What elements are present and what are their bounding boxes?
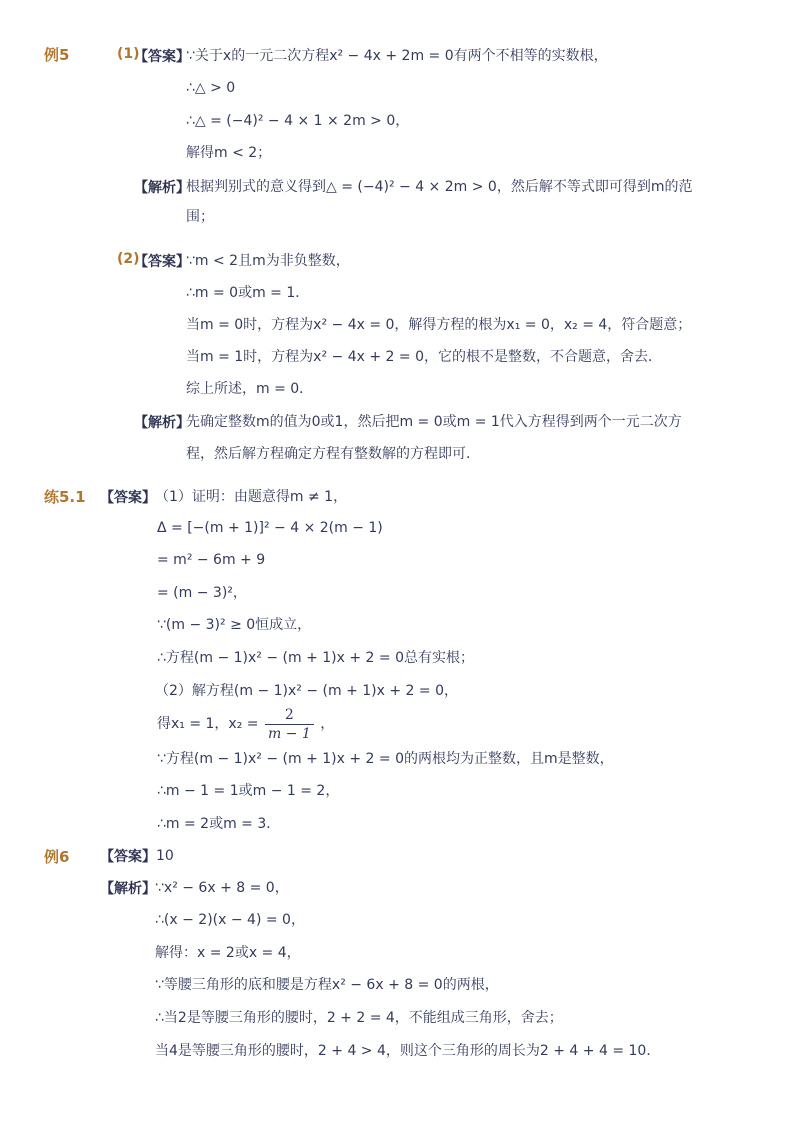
practice-line-2: Δ = [−(m + 1)]² − 4 × 2(m − 1) [157, 520, 383, 536]
ex5-p1-answer-line-4: 解得m < 2； [186, 145, 272, 161]
ex5-p2-answer-line-3: 当m = 0时，方程为x² − 4x = 0，解得方程的根为x₁ = 0，x₂ = 4，符合题意； [186, 317, 692, 333]
answer-tag: 【答案】 [134, 254, 190, 270]
practice-line-8-suffix: ， [320, 716, 335, 732]
analysis-tag: 【解析】 [134, 180, 190, 196]
answer-tag: 【答案】 [134, 49, 190, 65]
answer-tag: 【答案】 [100, 490, 156, 506]
ex6-line-6: 当4是等腰三角形的腰时，2 + 4 > 4，则这个三角形的周长为2 + 4 + 4 = 10． [155, 1043, 661, 1059]
practice-line-1: （1）证明：由题意得m ≠ 1， [155, 489, 348, 505]
ex5-p1-analysis-line-1: 根据判别式的意义得到△ = (−4)² − 4 × 2m > 0，然后解不等式即可得到m的范 [186, 179, 693, 195]
practice-line-6: ∴方程(m − 1)x² − (m + 1)x + 2 = 0总有实根； [157, 650, 474, 666]
practice-line-7: （2）解方程(m − 1)x² − (m + 1)x + 2 = 0， [155, 683, 458, 699]
practice-5-1-label: 练5.1 [44, 488, 86, 506]
ex5-p2-analysis-line-2: 程，然后解方程确定方程有整数解的方程即可． [186, 446, 480, 462]
ex5-p2-answer-line-4: 当m = 1时，方程为x² − 4x + 2 = 0，它的根不是整数，不合题意，舍去． [186, 349, 662, 365]
ex6-line-1: ∵x² − 6x + 8 = 0， [155, 880, 289, 896]
analysis-tag: 【解析】 [100, 881, 156, 897]
analysis-tag: 【解析】 [134, 415, 190, 431]
ex5-p1-answer-line-2: ∴△ > 0 [186, 80, 236, 96]
part-1-label: (1) [117, 46, 140, 62]
ex6-line-2: ∴(x − 2)(x − 4) = 0， [155, 912, 305, 928]
practice-line-8 [157, 704, 334, 744]
answer-tag: 【答案】 [100, 849, 156, 865]
example-6-label: 例6 [44, 848, 70, 866]
ex6-line-4: ∵等腰三角形的底和腰是方程x² − 6x + 8 = 0的两根， [155, 977, 499, 993]
part-2-label: (2) [117, 251, 140, 267]
practice-line-10: ∴m − 1 = 1或m − 1 = 2， [157, 783, 340, 799]
example-5-label: 例5 [44, 46, 70, 64]
fraction [265, 706, 314, 743]
fraction-numerator: 2 [265, 706, 314, 725]
practice-line-11: ∴m = 2或m = 3． [157, 816, 281, 832]
ex6-line-5: ∴当2是等腰三角形的腰时，2 + 2 = 4，不能组成三角形，舍去； [155, 1010, 563, 1026]
practice-line-5: ∵(m − 3)² ≥ 0恒成立， [157, 617, 312, 633]
ex5-p1-analysis-line-2: 围； [186, 209, 214, 225]
ex5-p1-answer-line-3: ∴△ = (−4)² − 4 × 1 × 2m > 0， [186, 113, 410, 129]
ex5-p2-answer-line-5: 综上所述，m = 0． [186, 381, 314, 397]
ex6-line-3: 解得：x = 2或x = 4， [155, 945, 301, 961]
ex5-p1-answer-line-1: ∵关于x的一元二次方程x² − 4x + 2m = 0有两个不相等的实数根， [186, 48, 608, 64]
ex5-p2-answer-line-2: ∴m = 0或m = 1． [186, 285, 310, 301]
practice-line-3: = m² − 6m + 9 [157, 552, 266, 568]
ex6-answer-value: 10 [156, 848, 174, 864]
practice-line-4: = (m − 3)²， [157, 585, 247, 601]
ex5-p2-answer-line-1: ∵m < 2且m为非负整数， [186, 253, 350, 269]
practice-line-9: ∵方程(m − 1)x² − (m + 1)x + 2 = 0的两根均为正整数，且m是整数， [157, 751, 614, 767]
ex5-p2-analysis-line-1: 先确定整数m的值为0或1，然后把m = 0或m = 1代入方程得到两个一元二次方 [186, 414, 682, 430]
practice-line-8-prefix: 得x₁ = 1，x₂ = [157, 716, 259, 732]
fraction-denominator: m − 1 [267, 725, 311, 742]
